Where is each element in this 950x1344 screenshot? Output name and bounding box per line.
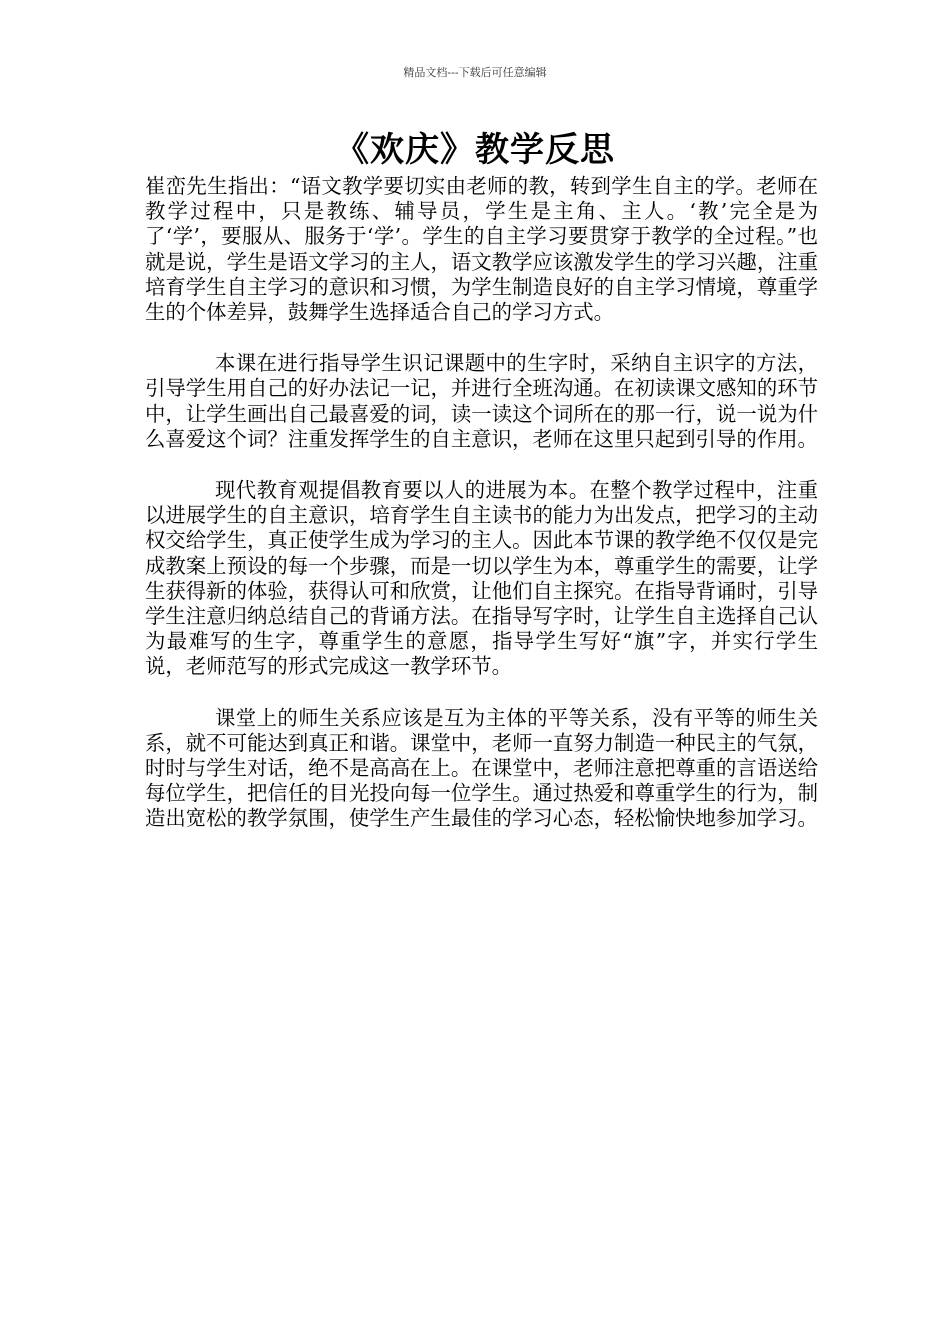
paragraph: 崔峦先生指出：“语文教学要切实由老师的教，转到学生自主的学。老师在教学过程中，只是教练、辅导员，学生是主角、主人。‘教’完全是为了‘学’，要服从、服务于‘学’。学生的自主学习要贯穿于教学的全过程。”也就是说，学生是语文学习的主人，语文教学应该激发学生的学习兴趣，注重培育学生自主学习的意识和习惯，为学生制造良好的自主学习情境，尊重学生的个体差异，鼓舞学生选择适合自己的学习方式。 xyxy=(145,174,818,325)
paragraph: 现代教育观提倡教育要以人的进展为本。在整个教学过程中，注重以进展学生的自主意识，培育学生自主读书的能力为出发点，把学习的主动权交给学生，真正使学生成为学习的主人。因此本节课的教学绝不仅仅是完成教案上预设的每一个步骤，而是一切以学生为本，尊重学生的需要，让学生获得新的体验，获得认可和欣赏，让他们自主探究。在指导背诵时，引导学生注意归纳总结自己的背诵方法。在指导写字时，让学生自主选择自己认为最难写的生字，尊重学生的意愿，指导学生写好“旗”字，并实行学生说，老师范写的形式完成这一教学环节。 xyxy=(145,478,818,679)
paragraph: 课堂上的师生关系应该是互为主体的平等关系，没有平等的师生关系，就不可能达到真正和谐。课堂中，老师一直努力制造一种民主的气氛，时时与学生对话，绝不是高高在上。在课堂中，老师注意把尊重的言语送给每位学生，把信任的目光投向每一位学生。通过热爱和尊重学生的行为，制造出宽松的教学氛围，使学生产生最佳的学习心态，轻松愉快地参加学习。 xyxy=(145,705,818,831)
paragraph: 本课在进行指导学生识记课题中的生字时，采纳自主识字的方法，引导学生用自己的好办法记一记，并进行全班沟通。在初读课文感知的环节中，让学生画出自己最喜爱的词，读一读这个词所在的那一行，说一说为什么喜爱这个词？注重发挥学生的自主意识，老师在这里只起到引导的作用。 xyxy=(145,351,818,451)
document-body xyxy=(145,174,818,858)
header-note: 精品文档---下载后可任意编辑 xyxy=(403,66,547,79)
document-title: 《欢庆》教学反思 xyxy=(335,130,615,170)
